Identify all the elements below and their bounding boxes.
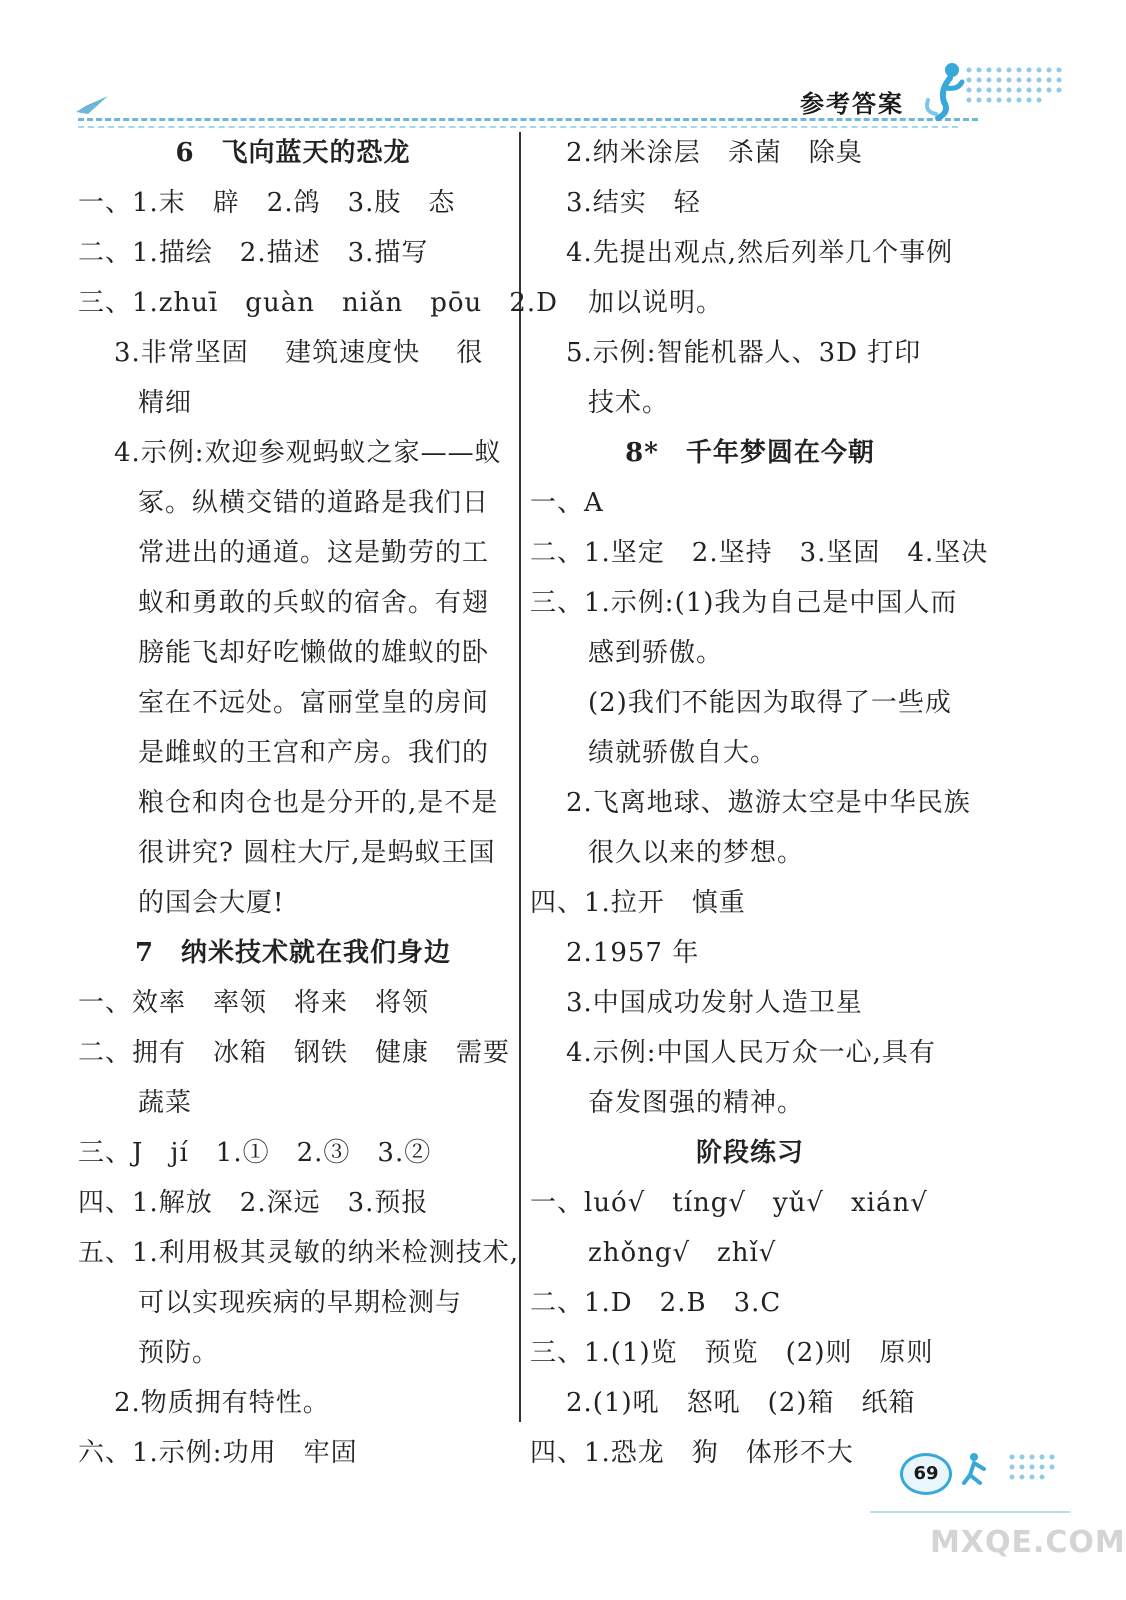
answer-line: 2.(1)吼 怒吼 (2)箱 纸箱 [566,1388,916,1418]
answer-line: 4.示例:中国人民万众一心,具有 [566,1038,936,1068]
answer-line: 常进出的通道。这是勤劳的工 [138,538,490,568]
answer-line: 4.先提出观点,然后列举几个事例 [566,238,954,268]
answer-line: 蔬菜 [138,1088,193,1118]
answer-line: 精细 [138,388,193,418]
answer-line: 可以实现疾病的早期检测与 [138,1288,463,1318]
answer-line: 三、J jí 1.① 2.③ 3.② [78,1138,432,1168]
answer-line: 5.示例:智能机器人、3D 打印 [566,338,922,368]
answer-line: 2.物质拥有特性。 [114,1388,330,1418]
answer-line: 2.飞离地球、遨游太空是中华民族 [566,788,971,818]
watermark: MXQE.COM [930,1525,1126,1560]
answer-line: 奋发图强的精神。 [588,1088,805,1118]
page-footer [870,1445,1126,1595]
footer-rule [870,1511,1070,1513]
header-title: 参考答案 [800,89,904,118]
answer-line: 粮仓和肉仓也是分开的,是不是 [138,788,499,818]
answer-line: 一、A [530,488,604,518]
answer-line: 感到骄傲。 [588,638,724,668]
answer-line: 一、luó√ tíng√ yǔ√ xián√ [530,1188,928,1218]
runner-icon [920,60,968,124]
answer-line: 四、1.恐龙 狗 体形不大 [530,1438,854,1468]
answer-line: 3.中国成功发射人造卫星 [566,988,863,1018]
column-divider [519,132,521,1422]
answer-line: 3.非常坚固 建筑速度快 很 [114,338,484,368]
answer-line: 预防。 [138,1338,220,1368]
right-column [530,128,989,1478]
paper-plane-icon [74,92,110,116]
dot-grid-decoration [965,66,1065,110]
answer-line: 3.结实 轻 [566,188,701,218]
answer-line: 四、1.解放 2.深远 3.预报 [78,1188,429,1218]
answer-line: (2)我们不能因为取得了一些成 [588,688,952,718]
answer-line: 二、1.坚定 2.坚持 3.坚固 4.坚决 [530,538,989,568]
answer-line: 冢。纵横交错的道路是我们日 [138,488,490,518]
answer-line: 很久以来的梦想。 [588,838,805,868]
answer-line: 二、拥有 冰箱 钢铁 健康 需要 [78,1038,511,1068]
answer-line: 六、1.示例:功用 牢固 [78,1438,358,1468]
answer-line: zhǒng√ zhǐ√ [588,1238,777,1268]
answer-line: 2.1957 年 [566,938,700,968]
section-heading: 6 飞向蓝天的恐龙 [175,138,411,168]
answer-line: 蚁和勇敢的兵蚁的宿舍。有翅 [138,588,490,618]
answer-line: 2.纳米涂层 杀菌 除臭 [566,138,863,168]
answer-line: 一、效率 率领 将来 将领 [78,988,430,1018]
answer-line: 很讲究? 圆柱大厅,是蚂蚁王国 [138,838,496,868]
left-column [78,128,558,1478]
answer-line: 一、1.末 辟 2.鸽 3.肢 态 [78,188,456,218]
answer-line: 二、1.描绘 2.描述 3.描写 [78,238,429,268]
footer-figure-icon [960,1449,1000,1489]
answer-line: 三、1.示例:(1)我为自己是中国人而 [530,588,958,618]
page-header [0,0,1084,140]
answer-line: 是雌蚁的王宫和产房。我们的 [138,738,490,768]
section-heading: 8* 千年梦圆在今朝 [625,438,875,468]
section-heading: 阶段练习 [695,1138,804,1168]
page-number: 69 [900,1453,952,1495]
answer-line: 4.示例:欢迎参观蚂蚁之家——蚁 [114,438,502,468]
answer-line: 技术。 [588,388,670,418]
answer-line: 三、1.(1)览 预览 (2)则 原则 [530,1338,934,1368]
answer-line: 室在不远处。富丽堂皇的房间 [138,688,490,718]
answer-line: 二、1.D 2.B 3.C [530,1288,782,1318]
section-heading: 7 纳米技术就在我们身边 [134,938,452,968]
answer-line: 膀能飞却好吃懒做的雄蚁的卧 [138,638,490,668]
answer-line: 三、1.zhuī guàn niǎn pōu 2.D [78,288,558,318]
answer-line: 五、1.利用极其灵敏的纳米检测技术, [78,1238,520,1268]
answer-line: 加以说明。 [588,288,724,318]
answer-line: 绩就骄傲自大。 [588,738,778,768]
answer-line: 的国会大厦! [138,888,285,918]
footer-dot-grid [1008,1453,1068,1493]
answer-line: 四、1.拉开 慎重 [530,888,746,918]
